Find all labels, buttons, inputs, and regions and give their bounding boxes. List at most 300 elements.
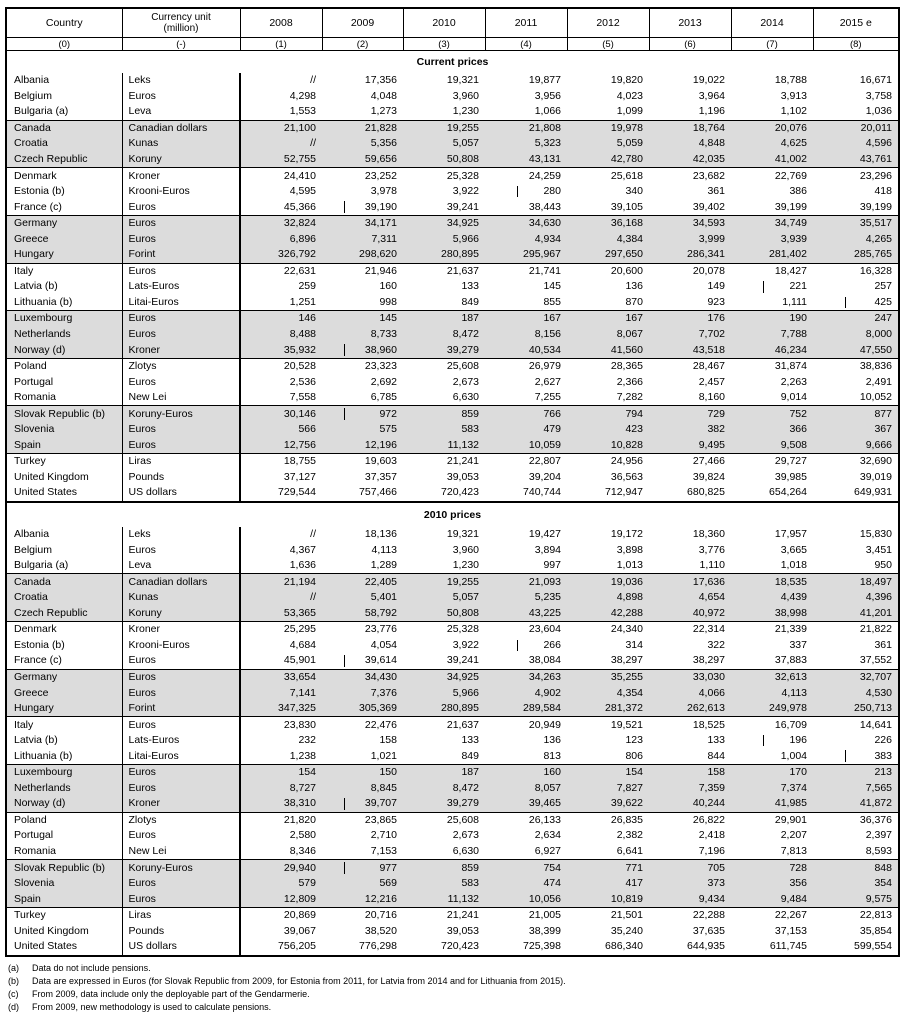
value-cell: 7,311 (322, 231, 403, 247)
value-cell: 977 (322, 860, 403, 876)
value-cell: 654,264 (731, 485, 813, 502)
value-cell: 754 (485, 860, 567, 876)
value-cell: 136 (625, 280, 643, 293)
value-cell: 23,252 (322, 168, 403, 184)
value-cell: // (240, 527, 322, 543)
value-cell: 1,036 (813, 104, 899, 120)
value-cell: 21,637 (403, 263, 485, 279)
value-cell: 19,321 (446, 74, 479, 87)
value-cell: 42,780 (567, 152, 649, 168)
value-cell: 418 (813, 184, 899, 200)
currency-cell: Euros (122, 89, 240, 105)
value-cell: 42,035 (649, 152, 731, 168)
column-code-6: (5) (567, 38, 649, 51)
value-cell: 8,472 (403, 781, 485, 797)
value-cell: 37,357 (364, 470, 397, 483)
value-cell: 21,339 (731, 622, 813, 638)
country-cell: Italy (6, 717, 122, 733)
value-cell: 806 (625, 749, 643, 762)
value-cell: 40,244 (649, 796, 731, 812)
value-cell: 34,263 (485, 669, 567, 685)
value-cell: 8,067 (567, 327, 649, 343)
value-cell: 3,898 (616, 543, 643, 556)
currency-cell: Kunas (122, 136, 240, 152)
value-cell: 20,949 (485, 717, 567, 733)
value-cell: 40,534 (485, 342, 567, 358)
section-heading-row (6, 502, 899, 527)
country-cell: Germany (6, 669, 122, 685)
value-cell: 32,707 (813, 669, 899, 685)
currency-cell: US dollars (122, 485, 240, 502)
column-code-9: (8) (813, 38, 899, 51)
country-cell: Hungary (6, 701, 122, 717)
table-row (6, 358, 899, 374)
value-cell: 26,835 (567, 812, 649, 828)
value-cell: 176 (649, 311, 731, 327)
table-row (6, 701, 899, 717)
currency-cell: Kroner (122, 168, 240, 184)
value-cell: 39,190 (322, 199, 403, 215)
value-cell: 4,113 (731, 685, 813, 701)
value-cell: 18,360 (692, 528, 725, 541)
value-cell: 39,067 (240, 923, 322, 939)
value-cell: 29,727 (731, 454, 813, 470)
value-cell: 367 (813, 422, 899, 438)
value-cell: 8,156 (485, 327, 567, 343)
currency-cell: Koruny (122, 606, 240, 622)
value-cell: 950 (813, 558, 899, 574)
country-cell: Czech Republic (6, 152, 122, 168)
value-cell: 1,636 (240, 558, 322, 574)
footnote-key: (d) (8, 1002, 19, 1012)
value-cell: 4,298 (240, 89, 322, 105)
section-title: 2010 prices (6, 502, 899, 527)
country-cell: Netherlands (6, 327, 122, 343)
value-cell: 21,828 (322, 120, 403, 136)
value-cell: 8,845 (322, 781, 403, 797)
currency-cell: Koruny-Euros (122, 860, 240, 876)
value-cell: 3,913 (780, 89, 807, 102)
table-row (6, 390, 899, 406)
value-cell: 4,054 (370, 638, 397, 651)
value-cell: 12,809 (240, 891, 322, 907)
value-cell: 20,076 (731, 120, 813, 136)
value-cell: 3,758 (813, 89, 899, 105)
value-cell: 4,595 (240, 184, 322, 200)
value-cell: 776,298 (322, 939, 403, 956)
footnote (5, 988, 566, 1001)
value-cell: 47,550 (813, 342, 899, 358)
value-cell: 12,196 (322, 438, 403, 454)
value-cell: 41,002 (731, 152, 813, 168)
value-cell: 39,199 (813, 199, 899, 215)
value-cell: 1,230 (452, 105, 479, 118)
value-cell: 3,960 (452, 543, 479, 556)
value-cell: 18,525 (649, 717, 731, 733)
value-cell: 39,985 (774, 470, 807, 483)
value-cell: 35,517 (813, 215, 899, 231)
country-cell: Greece (6, 685, 122, 701)
currency-cell: Kunas (122, 590, 240, 606)
country-cell: France (c) (6, 199, 122, 215)
value-cell: 58,792 (322, 606, 403, 622)
value-cell: 859 (403, 406, 485, 422)
value-cell: 32,824 (240, 215, 322, 231)
value-cell: 361 (707, 185, 725, 198)
value-cell: 39,053 (446, 924, 479, 937)
value-cell: 226 (813, 733, 899, 749)
value-cell: 25,295 (240, 622, 322, 638)
value-cell: 32,690 (813, 454, 899, 470)
country-cell: United States (6, 939, 122, 956)
section-heading-row (6, 51, 899, 74)
value-cell: 25,608 (403, 812, 485, 828)
value-cell: 1,196 (698, 105, 725, 118)
country-cell: Slovak Republic (b) (6, 860, 122, 876)
value-cell: 21,741 (485, 263, 567, 279)
currency-cell: Euros (122, 327, 240, 343)
value-cell: 19,172 (610, 528, 643, 541)
value-cell: 266 (485, 638, 567, 654)
value-cell: 756,205 (240, 939, 322, 956)
value-cell: 36,563 (610, 470, 643, 483)
value-cell: 40,972 (649, 606, 731, 622)
value-cell: 39,707 (322, 796, 403, 812)
value-cell: 18,755 (240, 454, 322, 470)
value-cell: 34,430 (322, 669, 403, 685)
currency-cell: Leks (122, 527, 240, 543)
value-cell: 22,631 (240, 263, 322, 279)
value-cell: 35,854 (813, 923, 899, 939)
country-cell: Latvia (b) (6, 279, 122, 295)
value-cell: 38,998 (731, 606, 813, 622)
value-cell: 740,744 (485, 485, 567, 502)
value-cell: // (240, 136, 322, 152)
value-cell: 289,584 (485, 701, 567, 717)
footnote-text: From 2009, new methodology is used to calculate pensions. (32, 1002, 272, 1012)
value-cell: 5,323 (485, 136, 567, 152)
value-cell: 1,004 (780, 749, 807, 762)
value-cell: 4,684 (240, 638, 322, 654)
value-cell: 22,405 (322, 574, 403, 590)
column-code-8: (7) (731, 38, 813, 51)
currency-cell: Canadian dollars (122, 120, 240, 136)
value-cell: 4,934 (485, 231, 567, 247)
value-cell: 14,641 (813, 717, 899, 733)
value-cell: 4,898 (567, 590, 649, 606)
column-header-6: 2012 (567, 8, 649, 38)
column-header-9: 2015 e (813, 8, 899, 38)
value-cell: 18,497 (813, 574, 899, 590)
value-cell: 2,634 (534, 829, 561, 842)
table-row (6, 231, 899, 247)
value-cell: 9,575 (813, 891, 899, 907)
value-cell: 998 (379, 295, 397, 308)
value-cell: 32,613 (731, 669, 813, 685)
currency-cell: Koruny (122, 152, 240, 168)
value-cell: 23,830 (240, 717, 322, 733)
country-cell: Lithuania (b) (6, 748, 122, 764)
column-code-2: (1) (240, 38, 322, 51)
country-cell: Luxembourg (6, 764, 122, 780)
country-cell: Albania (6, 527, 122, 543)
value-cell: 712,947 (567, 485, 649, 502)
country-cell: Poland (6, 358, 122, 374)
value-cell: 923 (707, 295, 725, 308)
value-cell: 844 (707, 749, 725, 762)
value-cell: 9,014 (780, 391, 807, 404)
value-cell: 6,630 (452, 844, 479, 857)
value-cell: 23,296 (813, 168, 899, 184)
country-cell: Norway (d) (6, 796, 122, 812)
country-cell: France (c) (6, 653, 122, 669)
value-cell: 7,359 (649, 781, 731, 797)
table-row (6, 485, 899, 502)
value-cell: 21,637 (403, 717, 485, 733)
value-cell: 18,764 (649, 120, 731, 136)
column-code-5: (4) (485, 38, 567, 51)
country-cell: Netherlands (6, 781, 122, 797)
value-cell: 322 (707, 638, 725, 651)
document (5, 7, 898, 957)
value-cell: 19,427 (528, 528, 561, 541)
value-cell: 5,966 (403, 685, 485, 701)
value-cell: 8,733 (322, 327, 403, 343)
table-row (6, 876, 899, 892)
footnote (5, 1001, 566, 1014)
country-cell: Croatia (6, 136, 122, 152)
country-cell: Spain (6, 891, 122, 907)
value-cell: 680,825 (649, 485, 731, 502)
value-cell: 1,111 (782, 295, 807, 308)
currency-cell: Euros (122, 422, 240, 438)
value-cell: 20,078 (649, 263, 731, 279)
table-row (6, 374, 899, 390)
table-body (6, 51, 899, 956)
value-cell: 3,922 (452, 185, 479, 198)
value-cell: 10,056 (485, 891, 567, 907)
currency-cell: Euros (122, 199, 240, 215)
country-cell: Croatia (6, 590, 122, 606)
value-cell: 39,465 (485, 796, 567, 812)
value-cell: 4,530 (813, 685, 899, 701)
currency-cell: Euros (122, 263, 240, 279)
currency-cell: Canadian dollars (122, 574, 240, 590)
footnote-key: (b) (8, 976, 19, 986)
value-cell: 22,476 (322, 717, 403, 733)
value-cell: 2,710 (370, 829, 397, 842)
value-cell: 354 (813, 876, 899, 892)
value-cell: 160 (379, 280, 397, 293)
value-cell: 20,528 (240, 358, 322, 374)
country-cell: Belgium (6, 89, 122, 105)
value-cell: 849 (461, 295, 479, 308)
value-cell: 43,225 (485, 606, 567, 622)
value-cell: 22,813 (813, 907, 899, 923)
value-cell: 21,100 (240, 120, 322, 136)
value-cell: 7,255 (534, 391, 561, 404)
value-cell: 2,491 (813, 374, 899, 390)
value-cell: 3,960 (452, 89, 479, 102)
value-cell: 2,457 (698, 375, 725, 388)
table-row (6, 470, 899, 486)
value-cell: 34,171 (322, 215, 403, 231)
value-cell: 39,241 (446, 200, 479, 213)
country-cell: Slovak Republic (b) (6, 406, 122, 422)
country-cell: Czech Republic (6, 606, 122, 622)
value-cell: 1,553 (240, 104, 322, 120)
country-cell: Germany (6, 215, 122, 231)
value-cell: 41,872 (813, 796, 899, 812)
currency-cell: Pounds (122, 923, 240, 939)
value-cell: 705 (649, 860, 731, 876)
value-cell: 611,745 (731, 939, 813, 956)
value-cell: 6,896 (240, 231, 322, 247)
value-cell: 16,709 (731, 717, 813, 733)
currency-cell: Lats-Euros (122, 733, 240, 749)
table-row (6, 764, 899, 780)
value-cell: 21,241 (403, 907, 485, 923)
table-row (6, 438, 899, 454)
value-cell: 4,023 (616, 89, 643, 102)
country-cell: Norway (d) (6, 342, 122, 358)
currency-cell: Euros (122, 653, 240, 669)
value-cell: 21,822 (813, 622, 899, 638)
value-cell: 133 (707, 734, 725, 747)
value-cell: 2,673 (452, 375, 479, 388)
currency-cell: Zlotys (122, 358, 240, 374)
value-cell: 356 (731, 876, 813, 892)
table-row (6, 327, 899, 343)
currency-cell: Euros (122, 764, 240, 780)
value-cell: 41,560 (567, 342, 649, 358)
value-cell: 26,133 (485, 812, 567, 828)
column-code-4: (3) (403, 38, 485, 51)
value-cell: 7,702 (649, 327, 731, 343)
column-header-5: 2011 (485, 8, 567, 38)
value-cell: 20,716 (322, 907, 403, 923)
country-cell: Luxembourg (6, 311, 122, 327)
footnote-text: Data are expressed in Euros (for Slovak Republic from 2009, for Estonia from 2011, for Latvia from 2014 and for Lithuania from 2015). (32, 976, 566, 986)
value-cell: 569 (322, 876, 403, 892)
value-cell: 382 (649, 422, 731, 438)
table-row (6, 295, 899, 311)
footnotes (5, 962, 566, 1014)
value-cell: 39,824 (692, 470, 725, 483)
value-cell: 725,398 (485, 939, 567, 956)
value-cell: 361 (813, 638, 899, 654)
value-cell: 23,323 (322, 358, 403, 374)
value-cell: 1,110 (699, 559, 725, 572)
value-cell: 39,279 (403, 796, 485, 812)
value-cell: 37,552 (813, 653, 899, 669)
footnote (5, 975, 566, 988)
table-row (6, 454, 899, 470)
value-cell: 766 (485, 406, 567, 422)
country-cell: Denmark (6, 622, 122, 638)
value-cell: 123 (625, 734, 643, 747)
currency-cell: Euros (122, 215, 240, 231)
value-cell: 337 (789, 638, 807, 651)
value-cell: 21,194 (240, 574, 322, 590)
value-cell: 15,830 (813, 527, 899, 543)
value-cell: 43,761 (813, 152, 899, 168)
table-row (6, 279, 899, 295)
table-row (6, 199, 899, 215)
value-cell: 1,066 (534, 105, 561, 118)
table-row (6, 653, 899, 669)
value-cell: 257 (813, 279, 899, 295)
value-cell: 813 (543, 749, 561, 762)
column-code-0: (0) (6, 38, 122, 51)
table-row (6, 89, 899, 105)
value-cell: 7,558 (240, 390, 322, 406)
table-row (6, 939, 899, 956)
value-cell: 41,201 (813, 606, 899, 622)
column-code-1: (-) (122, 38, 240, 51)
value-cell: 19,321 (446, 528, 479, 541)
table-row (6, 558, 899, 574)
value-cell: 26,822 (649, 812, 731, 828)
value-cell: 728 (731, 860, 813, 876)
value-cell: 36,168 (567, 215, 649, 231)
value-cell: 297,650 (567, 247, 649, 263)
currency-cell: Euros (122, 438, 240, 454)
country-cell: Hungary (6, 247, 122, 263)
value-cell: 1,021 (370, 749, 397, 762)
value-cell: 575 (322, 422, 403, 438)
country-cell: Estonia (b) (6, 638, 122, 654)
value-cell: 53,365 (240, 606, 322, 622)
currency-cell: Forint (122, 247, 240, 263)
value-cell: 19,022 (692, 74, 725, 87)
table-row (6, 907, 899, 923)
table-row (6, 717, 899, 733)
table-row (6, 311, 899, 327)
currency-cell: Krooni-Euros (122, 638, 240, 654)
currency-cell: Euros (122, 311, 240, 327)
value-cell: 9,434 (649, 891, 731, 907)
value-cell: 4,439 (731, 590, 813, 606)
value-cell: 38,297 (610, 654, 643, 667)
value-cell: 24,340 (567, 622, 649, 638)
value-cell: 599,554 (813, 939, 899, 956)
value-cell: 28,365 (567, 358, 649, 374)
value-cell: 6,630 (452, 391, 479, 404)
value-cell: 133 (461, 280, 479, 293)
value-cell: 5,057 (403, 590, 485, 606)
value-cell: 39,622 (567, 796, 649, 812)
value-cell: 997 (543, 559, 561, 572)
value-cell: 2,366 (616, 375, 643, 388)
value-cell: 5,057 (403, 136, 485, 152)
country-cell: Albania (6, 73, 122, 89)
value-cell: 859 (403, 860, 485, 876)
value-cell: 36,376 (813, 812, 899, 828)
country-cell: Portugal (6, 828, 122, 844)
value-cell: 4,384 (567, 231, 649, 247)
value-cell: 37,127 (240, 470, 322, 486)
value-cell: 158 (379, 734, 397, 747)
value-cell: 340 (625, 185, 643, 198)
value-cell: 35,932 (240, 342, 322, 358)
value-cell: 4,596 (813, 136, 899, 152)
value-cell: 196 (731, 733, 813, 749)
country-cell: Denmark (6, 168, 122, 184)
value-cell: 1,251 (240, 295, 322, 311)
country-cell: Estonia (b) (6, 184, 122, 200)
table-row (6, 828, 899, 844)
